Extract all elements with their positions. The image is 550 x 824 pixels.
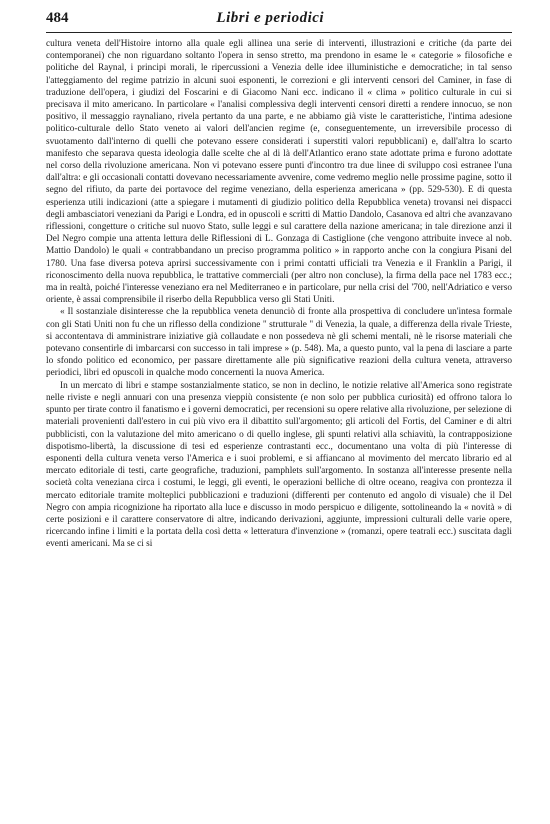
page-header xyxy=(46,10,512,33)
paragraph-2: « Il sostanziale disinteresse che la repubblica veneta denunciò di fronte alla prospettiva di concludere un'intesa formale con gli Stati Uniti non fu che un riflesso della condizione " strutturale " di Venezia, la quale, a differenza della rivale Trieste, si accontentava di amministrare iniziative già collaudate e non possedeva nè gli schemi mentali, nè le risorse materiali che potevano consentirle di imbarcarsi con successo in tali imprese » (p. 548). Ma, a questo punto, val la pena di lasciare a parte lo sfondo politico ed economico, per passare direttamente alle più significative reazioni della cultura veneta, attraverso periodici, libri ed opuscoli in qualche modo concernenti la nuova America. xyxy=(46,307,512,379)
paragraph-1: cultura veneta dell'Histoire intorno alla quale egli allinea una serie di interventi, illustrazioni e critiche (da parte dei contemporanei) che non riguardano soltanto l'opera in senso stretto, ma prendono in esame le « categorie » filosofiche e politiche del Raynal, i principi morali, le ripercussioni a Venezia delle idee illuministiche e democratiche; in tal senso l'atteggiamento del regime patrizio in alcuni suoi esponenti, le correzioni e gli interventi censori del Caminer, in fase di traduzione dell'opera, i giudizi del Foscarini e di Giacomo Nani ecc. indicano il « clima » politico culturale in cui si precisava il mito americano. In particolare « l'analisi complessiva degli interventi censori diretti a rendere innocuo, se non positivo, il messaggio raynaliano, rivela pertanto da una parte, e ne abbiamo già viste le caratteristiche, l'intima adesione politico-culturale dello Stato veneto ai valori dell'ancien regime (e, conseguentemente, un irreversibile processo di svuotamento dall'interno di quelli che potevano essere considerati i superstiti valori repubblicani) e, dall'altra lo scarto manifesto che separava questa ideologia dalle scelte che al di là dell'Atlantico erano state adottate prima e furono adottate nel corso della rivoluzione americana. Non vi potevano essere punti d'incontro tra due linee di sviluppo così estranee l'una dall'altra: e gli occasionali contatti dovevano necessariamente avvenire, come vedremo meglio nelle prossime pagine, sotto il segno del rifiuto, da parte dei portavoce del regime veneziano, della esperienza americana » (pp. 529-530). E di questa esperienza utili indicazioni (atte a spiegare i mutamenti di giudizio politico della Repubblica veneta) trovansi nei dispacci degli ambasciatori veneziani da Parigi e Londra, ed in opuscoli e scritti di Mattio Dandolo, Casanova ed altri che avanzavano riflessioni, congetture o critiche sul nuovo Stato, sulle leggi e sul carattere della nazione americana; in tale direzione anzi il Del Negro compie una attenta lettura delle Riflessioni di L. Gonzaga di Castiglione (che vengono attribuite invece al nob. Mattio Dandolo) le quali « contrabbandano un preciso programma politico » in rapporto anche con la congiura Pisani del 1780. Una fase diversa poteva aprirsi successivamente con i primi contatti ufficiali tra Venezia e il Franklin a Parigi, il riconoscimento della nuova repubblica, le trattative commerciali (per altro non concluse), la firma della pace nel 1783 ecc.; ma in realtà, poiché l'interesse veneziano era nel Mediterraneo e in particolare, pur nella crisi del '700, nell'Adriatico e verso oriente, è assai comprensibile il riserbo della Repubblica verso gli Stati Uniti. xyxy=(46,39,512,306)
running-title: Libri e periodici xyxy=(216,10,325,26)
page-number: 484 xyxy=(46,10,69,26)
body-text xyxy=(46,38,512,551)
paragraph-3: In un mercato di libri e stampe sostanzialmente statico, se non in declino, le notizie relative all'America sono registrate nelle riviste e negli annuari con una presenza vieppiù consistente (e non solo per pubblica curiosità) ed offrono talora lo spunto per tirate contro il fanatismo e i governi democratici, per recensioni su opere relative alla rivoluzione, per selezione di materiali provenienti dall'estero in cui più vivo era il dibattito sull'argomento; gli articoli del Fortis, del Caminer e di altri pubblicisti, con la valutazione del mito americano o di quello inglese, gli spunti relativi alla schiavitù, la contrapposizione dispotismo-libertà, la discussione di tesi ed esperienze contrastanti ecc., documentano una volta di più l'interesse di esponenti della cultura veneta verso l'America e i suoi problemi, e si affiancano al movimento del mercato librario ed al mercato editoriale di testi, carte geografiche, traduzioni, pamphlets sull'argomento. In sostanza all'interesse presente nella società colta veneziana circa i costumi, le leggi, gli eventi, le operazioni belliche di oltre oceano, reagiva con prontezza il mercato editoriale tramite molteplici pubblicazioni e traduzioni (differenti per contenuto ed angolo di visuale) che il Del Negro con ampia ricognizione ha riportato alla luce e discusso in modo perspicuo e diligente, sottolineando la « novità » di certe posizioni e il carattere conservatore di altre, indicando derivazioni, aggiunte, impressioni culturali delle varie opere, ricercando infine i limiti e la portata della così detta « letteratura d'invenzione » (romanzi, opere teatrali ecc.) suscitata dagli eventi americani. Ma se ci si xyxy=(46,380,512,550)
